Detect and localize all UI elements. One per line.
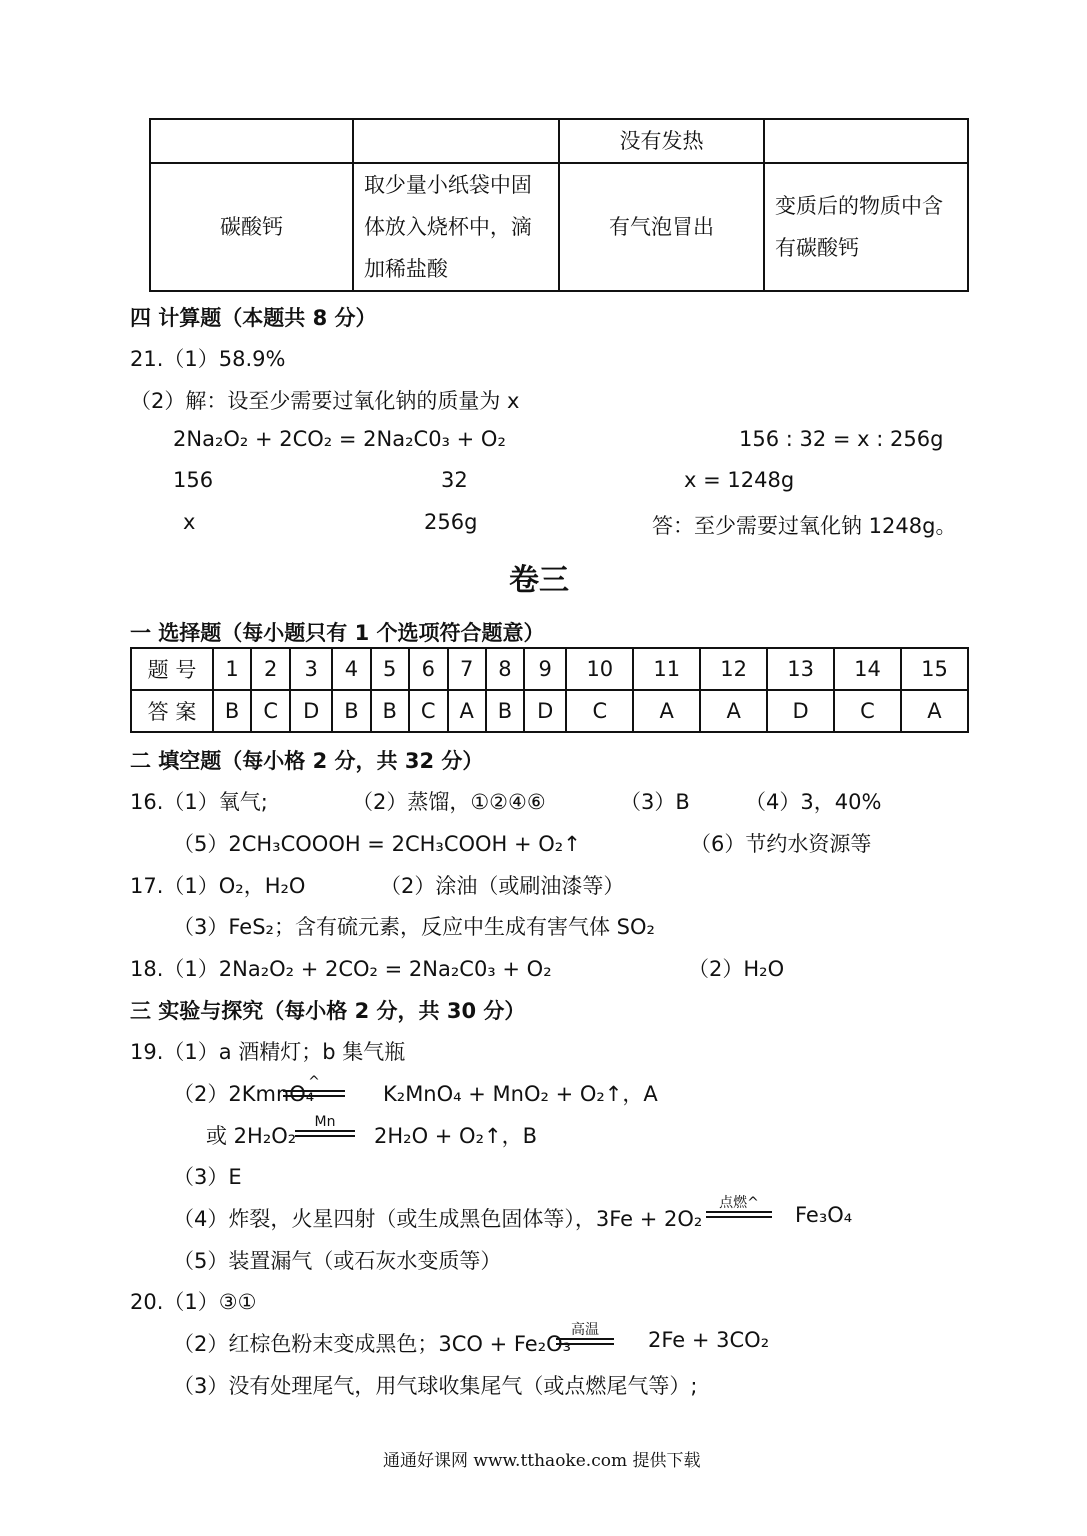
answer-cell: A [448, 690, 486, 732]
variable: x [183, 510, 196, 534]
answer-line: （5）装置漏气（或石灰水变质等） [173, 1249, 502, 1273]
answer-cell: A [633, 690, 700, 732]
answer-line: （3）没有处理尾气，用气球收集尾气（或点燃尾气等）; [173, 1374, 698, 1398]
number-cell: 7 [448, 648, 486, 690]
answer-line: 2Fe + 3CO₂ [648, 1328, 770, 1352]
answer-line: 21.（1）58.9% [130, 347, 286, 371]
condition-label: 点燃^ [719, 1195, 759, 1211]
section-heading: 一 选择题（每小题只有 1 个选项符合题意） [130, 621, 545, 645]
number-cell: 13 [767, 648, 834, 690]
footer: 通通好课网 www.tthaoke.com 提供下载 [383, 1451, 701, 1471]
number-cell: 12 [700, 648, 767, 690]
table-cell: 没有发热 [559, 119, 764, 163]
answer-cell: B [332, 690, 370, 732]
answer-cell: D [767, 690, 834, 732]
answer-line: （2）涂油（或刷油漆等） [380, 874, 625, 898]
table-cell [764, 119, 968, 163]
reaction-condition [706, 1196, 772, 1218]
condition-label: ^ [308, 1074, 320, 1090]
cell-line: 加稀盐酸 [363, 257, 448, 281]
answer-line: （3）E [173, 1165, 242, 1189]
answer-line: （4）炸裂，火星四射（或生成黑色固体等），3Fe + 2O₂ [173, 1207, 703, 1231]
reaction-condition [283, 1075, 345, 1097]
result: x = 1248g [684, 468, 795, 492]
table-row [150, 163, 968, 291]
top-table [149, 118, 969, 292]
number-cell: 8 [486, 648, 524, 690]
answer-cell: B [213, 690, 251, 732]
answer-line: 19.（1）a 酒精灯；b 集气瓶 [130, 1040, 406, 1064]
number-cell: 15 [901, 648, 968, 690]
answer-line: （2）解：设至少需要过氧化钠的质量为 x [130, 389, 520, 413]
table-cell [150, 119, 353, 163]
table-row [131, 690, 968, 732]
answer-cell: A [901, 690, 968, 732]
ratio-equation: 156 : 32 = x : 256g [739, 427, 944, 451]
answer-cell: A [700, 690, 767, 732]
equation: 2Na₂O₂ + 2CO₂ = 2Na₂C0₃ + O₂ [173, 427, 506, 451]
final-answer: 答：至少需要过氧化钠 1248g。 [652, 514, 957, 538]
reaction-condition [295, 1115, 355, 1137]
section-heading: 二 填空题（每小格 2 分，共 32 分） [130, 749, 484, 773]
number-cell: 14 [834, 648, 901, 690]
double-arrow [283, 1090, 345, 1097]
number: 256g [424, 510, 478, 534]
answer-cell: C [409, 690, 448, 732]
reaction-condition [556, 1323, 614, 1345]
answer-cell: D [290, 690, 332, 732]
answer-line: 或 2H₂O₂ [206, 1124, 297, 1148]
answer-line: 18.（1）2Na₂O₂ + 2CO₂ = 2Na₂C0₃ + O₂ [130, 957, 552, 981]
number-cell: 2 [251, 648, 290, 690]
answer-line: （5）2CH₃COOOH = 2CH₃COOH + O₂↑ [173, 832, 581, 856]
answer-line: K₂MnO₄ + MnO₂ + O₂↑，A [383, 1082, 658, 1106]
double-arrow [295, 1130, 355, 1137]
table-cell [353, 163, 559, 291]
cell-line: 变质后的物质中含 [774, 194, 943, 218]
answer-line: （2）蒸馏，①②④⑥ [352, 790, 546, 814]
answer-line: （2）2KmnO₄ [173, 1082, 315, 1106]
answer-line: Fe₃O₄ [795, 1203, 853, 1227]
answer-cell: C [834, 690, 901, 732]
answer-line: （6）节约水资源等 [690, 832, 872, 856]
number-cell: 4 [332, 648, 370, 690]
number-cell: 10 [566, 648, 633, 690]
answer-line: （3）B [620, 790, 690, 814]
condition-label: Mn [314, 1114, 336, 1130]
row-label: 答 案 [131, 690, 213, 732]
answer-line: （2）红棕色粉末变成黑色；3CO + Fe₂O₃ [173, 1332, 572, 1356]
number-cell: 5 [371, 648, 409, 690]
double-arrow [556, 1338, 614, 1345]
number-cell: 3 [290, 648, 332, 690]
answer-cell: B [486, 690, 524, 732]
condition-label: 高温 [571, 1322, 599, 1338]
row-label: 题 号 [131, 648, 213, 690]
section-heading: 三 实验与探究（每小格 2 分，共 30 分） [130, 999, 526, 1023]
number-cell: 9 [524, 648, 566, 690]
table-row [150, 119, 968, 163]
double-arrow [706, 1211, 772, 1218]
answer-line: （3）FeS₂；含有硫元素，反应中生成有害气体 SO₂ [173, 915, 655, 939]
answer-line: 17.（1）O₂，H₂O [130, 874, 306, 898]
answer-cell: B [371, 690, 409, 732]
table-cell: 有气泡冒出 [559, 163, 764, 291]
answer-cell: D [524, 690, 566, 732]
table-cell: 碳酸钙 [150, 163, 353, 291]
answer-table [130, 647, 969, 733]
answer-line: （2）H₂O [688, 957, 785, 981]
answer-line: 20.（1）③① [130, 1290, 257, 1314]
table-row [131, 648, 968, 690]
number-cell: 6 [409, 648, 448, 690]
number: 156 [173, 468, 214, 492]
table-cell [353, 119, 559, 163]
answer-line: 2H₂O + O₂↑，B [374, 1124, 537, 1148]
answer-cell: C [566, 690, 633, 732]
cell-line: 有碳酸钙 [774, 236, 859, 260]
cell-line: 取少量小纸袋中固 [363, 173, 532, 197]
paper-title: 卷三 [509, 563, 569, 598]
number-cell: 11 [633, 648, 700, 690]
table-cell [764, 163, 968, 291]
section-heading: 四 计算题（本题共 8 分） [130, 306, 377, 330]
number: 32 [441, 468, 468, 492]
number-cell: 1 [213, 648, 251, 690]
answer-line: （4）3，40% [745, 790, 882, 814]
answer-line: 16.（1）氧气; [130, 790, 268, 814]
answer-cell: C [251, 690, 290, 732]
cell-line: 体放入烧杯中，滴 [363, 215, 532, 239]
